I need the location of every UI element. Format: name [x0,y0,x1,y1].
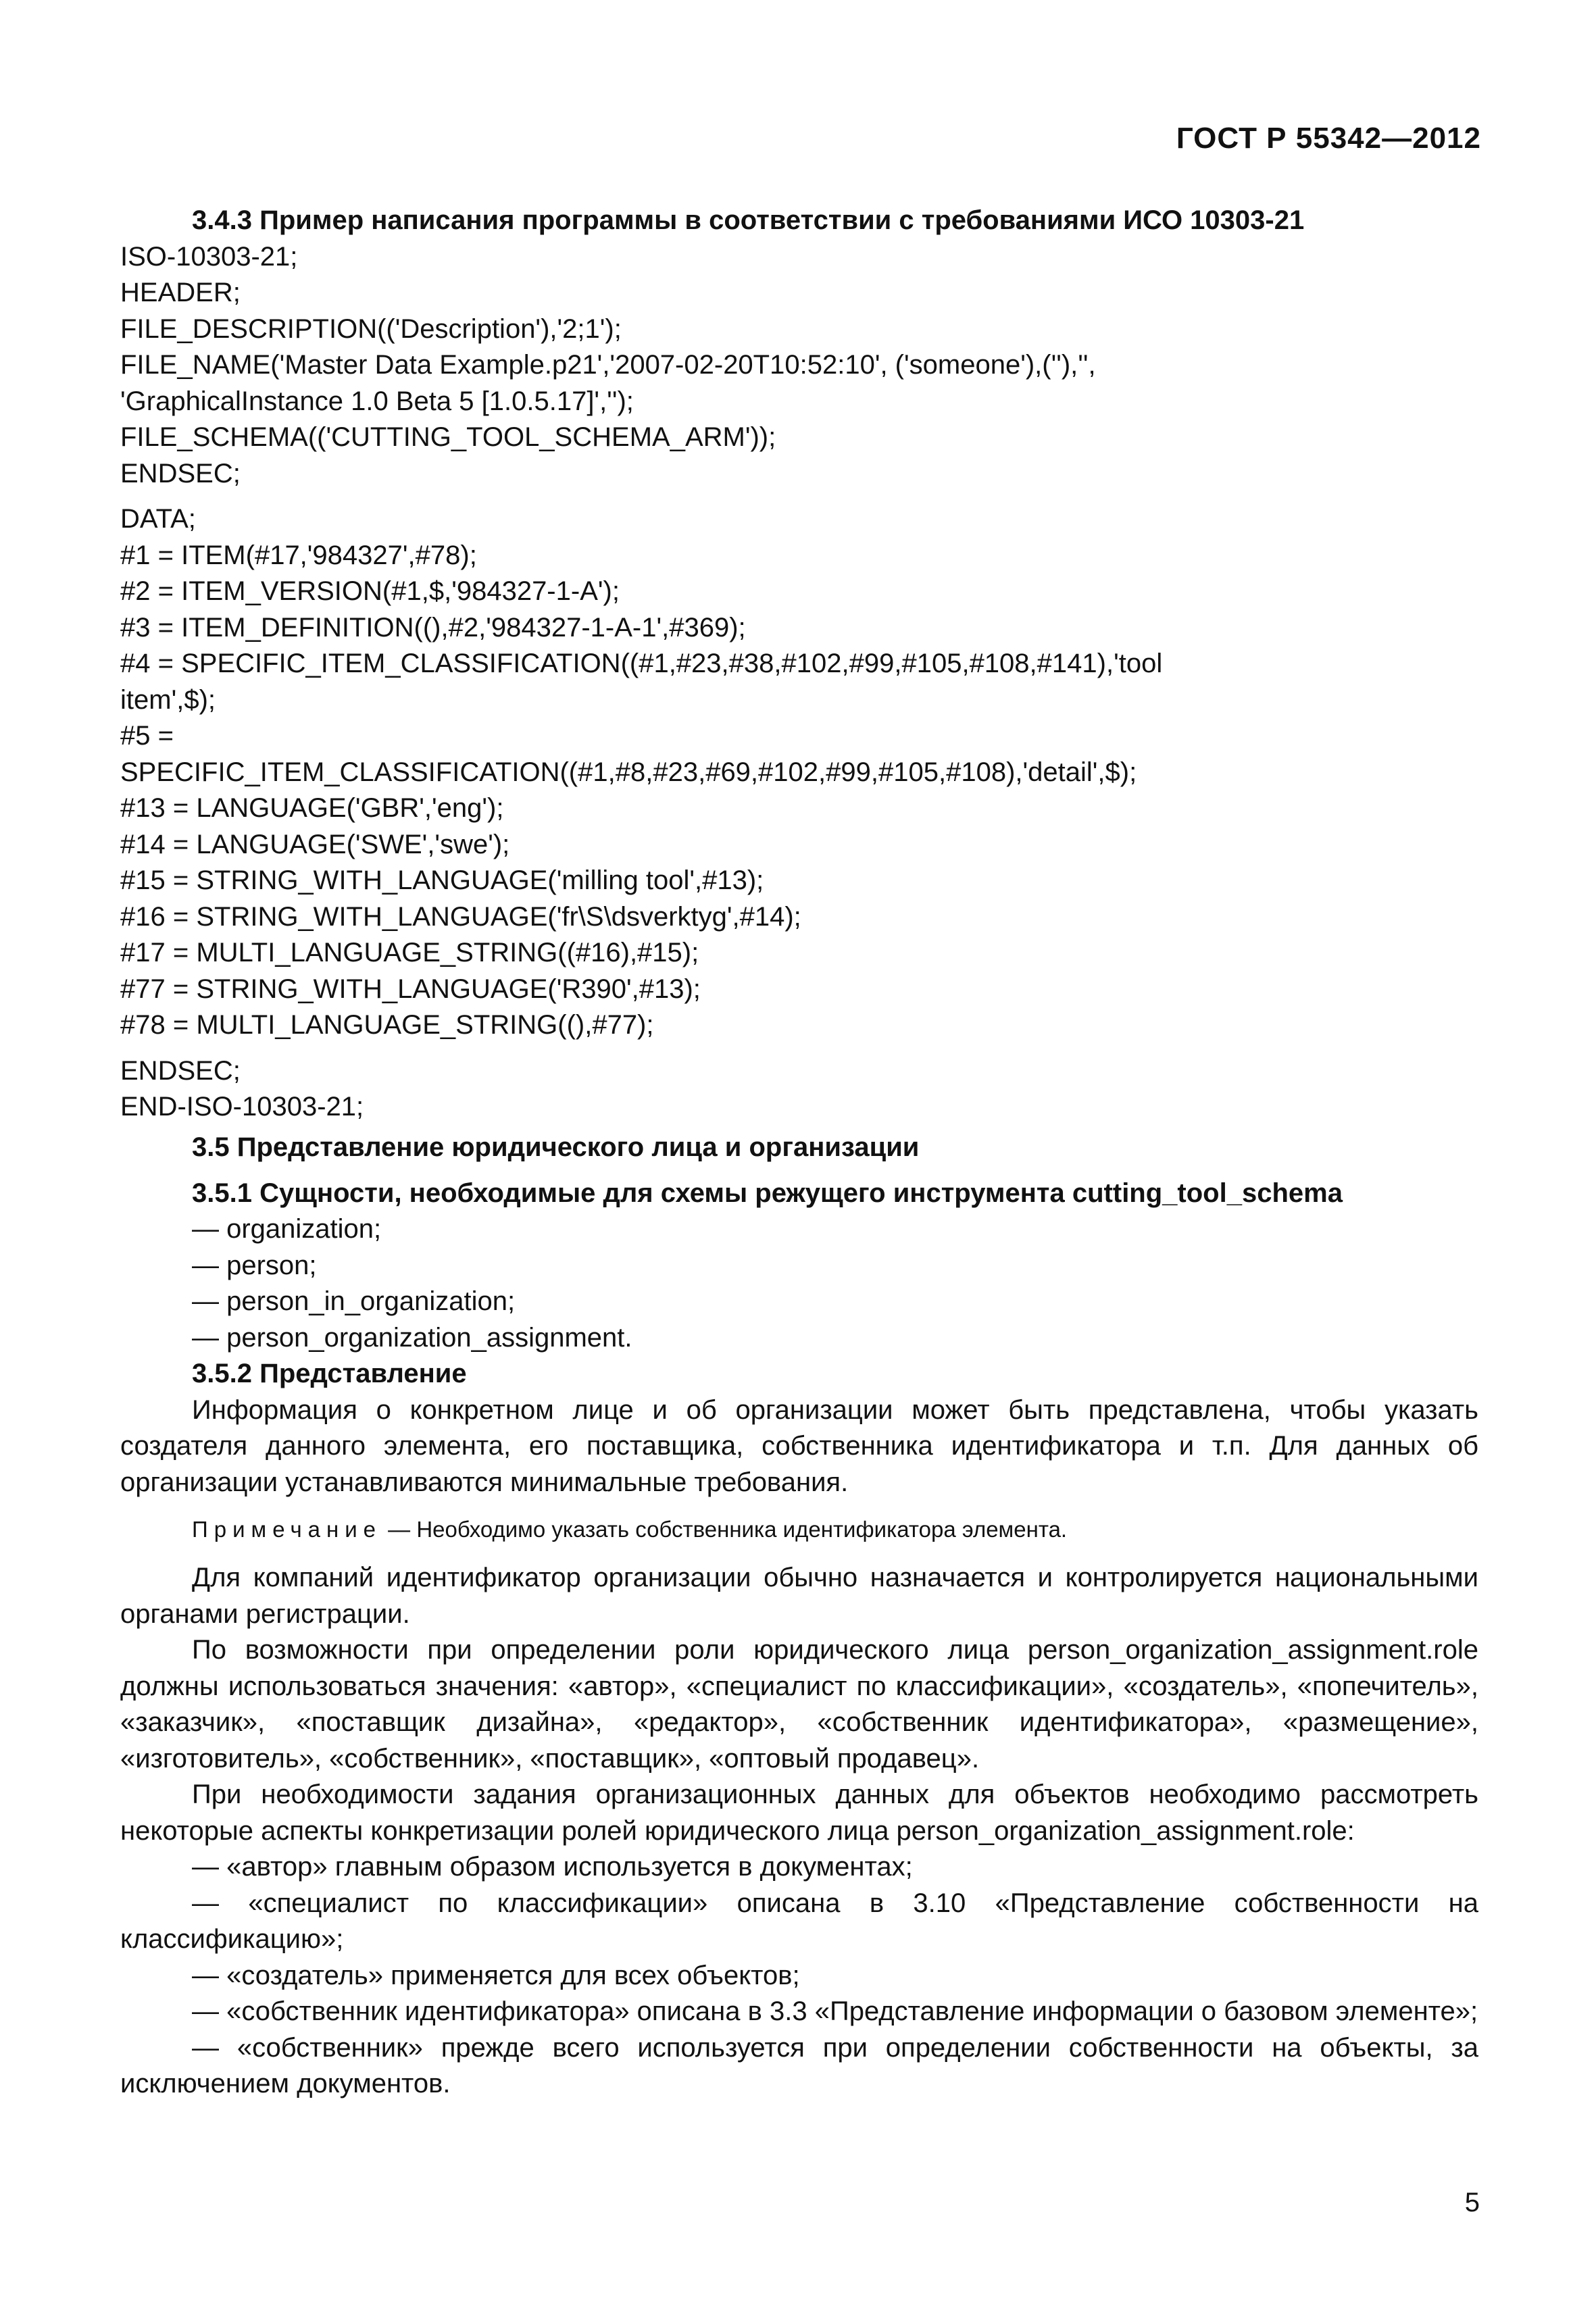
code-data-block [120,501,1478,1044]
role-list-item: — «собственник» прежде всего используется при определении собственности на объекты, за исключением документов. [120,2032,1478,2098]
paragraph: Информация о конкретном лице и об организации может быть представлена, чтобы указать создателя данного элемента, его поставщика, собственника идентификатора и т.п. Для данных об организации устанавливаются минимальные требования. [120,1394,1478,1497]
code-line: 'GraphicalInstance 1.0 Beta 5 [1.0.5.17]',''); [120,386,634,416]
entity-list-item: — person; [192,1250,317,1280]
code-line: ENDSEC; [120,458,241,488]
code-line: #4 = SPECIFIC_ITEM_CLASSIFICATION((#1,#23,#38,#102,#99,#105,#108,#141),'tool [120,649,1163,678]
code-line: FILE_SCHEMA(('CUTTING_TOOL_SCHEMA_ARM')); [120,422,776,452]
code-line: #2 = ITEM_VERSION(#1,$,'984327-1-A'); [120,576,620,606]
code-line: ISO-10303-21; [120,241,298,272]
section-3-4-3 [120,203,1478,1126]
code-header-block [120,239,1478,493]
standard-number: ГОСТ Р 55342—2012 [1176,122,1481,155]
code-line: #13 = LANGUAGE('GBR','eng'); [120,793,504,823]
section-3-5-1-heading: 3.5.1 Сущности, необходимые для схемы режущего инструмента cutting_tool_schema [192,1178,1343,1208]
entity-list-item: — organization; [192,1214,382,1244]
section-3-5-2-heading: 3.5.2 Представление [192,1359,467,1388]
code-line: FILE_NAME('Master Data Example.p21','2007-02-20T10:52:10', ('someone'),(''),'', [120,350,1096,380]
entity-list-item: — person_organization_assignment. [192,1322,632,1353]
code-line: #17 = MULTI_LANGUAGE_STRING((#16),#15); [120,938,699,967]
code-line: END-ISO-10303-21; [120,1092,364,1122]
code-line: HEADER; [120,278,241,307]
code-line: SPECIFIC_ITEM_CLASSIFICATION((#1,#8,#23,#69,#102,#99,#105,#108),'detail',$); [120,757,1137,787]
code-line: #16 = STRING_WITH_LANGUAGE('fr\S\dsverktyg',#14); [120,901,801,932]
code-line: DATA; [120,504,196,534]
code-line: #1 = ITEM(#17,'984327',#78); [120,540,477,570]
code-line: item',$); [120,684,216,715]
role-list-item: — «создатель» применяется для всех объектов; [192,1960,800,1990]
code-end-block [120,1053,1478,1126]
code-line: #15 = STRING_WITH_LANGUAGE('milling tool',#13); [120,865,764,895]
role-list-item: — «автор» главным образом используется в документах; [192,1852,913,1882]
paragraph: По возможности при определении роли юридического лица person_organization_assignment.role должны использоваться значения: «автор», «специалист по классификации», «создатель», «попечитель», «заказчик», «поставщик дизайна», «редактор», «собственник идентификатора», «размещение», «изготовитель», «собственник», «поставщик», «оптовый продавец». [120,1635,1478,1774]
section-3-5-heading: 3.5 Представление юридического лица и организации [192,1132,920,1162]
code-line: #14 = LANGUAGE('SWE','swe'); [120,829,510,859]
code-line: #3 = ITEM_DEFINITION((),#2,'984327-1-A-1',#369); [120,612,746,643]
section-3-5 [120,1130,1478,2103]
code-line: #5 = [120,721,174,751]
code-line: #78 = MULTI_LANGUAGE_STRING((),#77); [120,1010,654,1040]
code-line: #77 = STRING_WITH_LANGUAGE('R390',#13); [120,974,701,1004]
entity-list-item: — person_in_organization; [192,1286,516,1316]
note [120,1514,1478,1545]
code-line: ENDSEC; [120,1055,241,1086]
section-3-4-3-heading: 3.4.3 Пример написания программы в соответствии с требованиями ИСО 10303-21 [192,205,1305,235]
paragraph: При необходимости задания организационных данных для объектов необходимо рассмотреть некоторые аспекты конкретизации ролей юридического лица person_organization_assignment.role: [120,1780,1478,1846]
code-line: FILE_DESCRIPTION(('Description'),'2;1'); [120,313,622,344]
note-label: Примечание [192,1517,382,1542]
role-list-item: — «специалист по классификации» описана в 3.10 «Представление собственности на классификацию»; [120,1888,1478,1954]
page-number: 5 [1464,2188,1480,2217]
paragraph: Для компаний идентификатор организации обычно назначается и контролируется национальными органами регистрации. [120,1563,1478,1629]
note-text: — Необходимо указать собственника идентификатора элемента. [382,1517,1068,1542]
role-list-item: — «собственник идентификатора» описана в 3.3 «Представление информации о базовом элементе»; [192,1996,1478,2026]
